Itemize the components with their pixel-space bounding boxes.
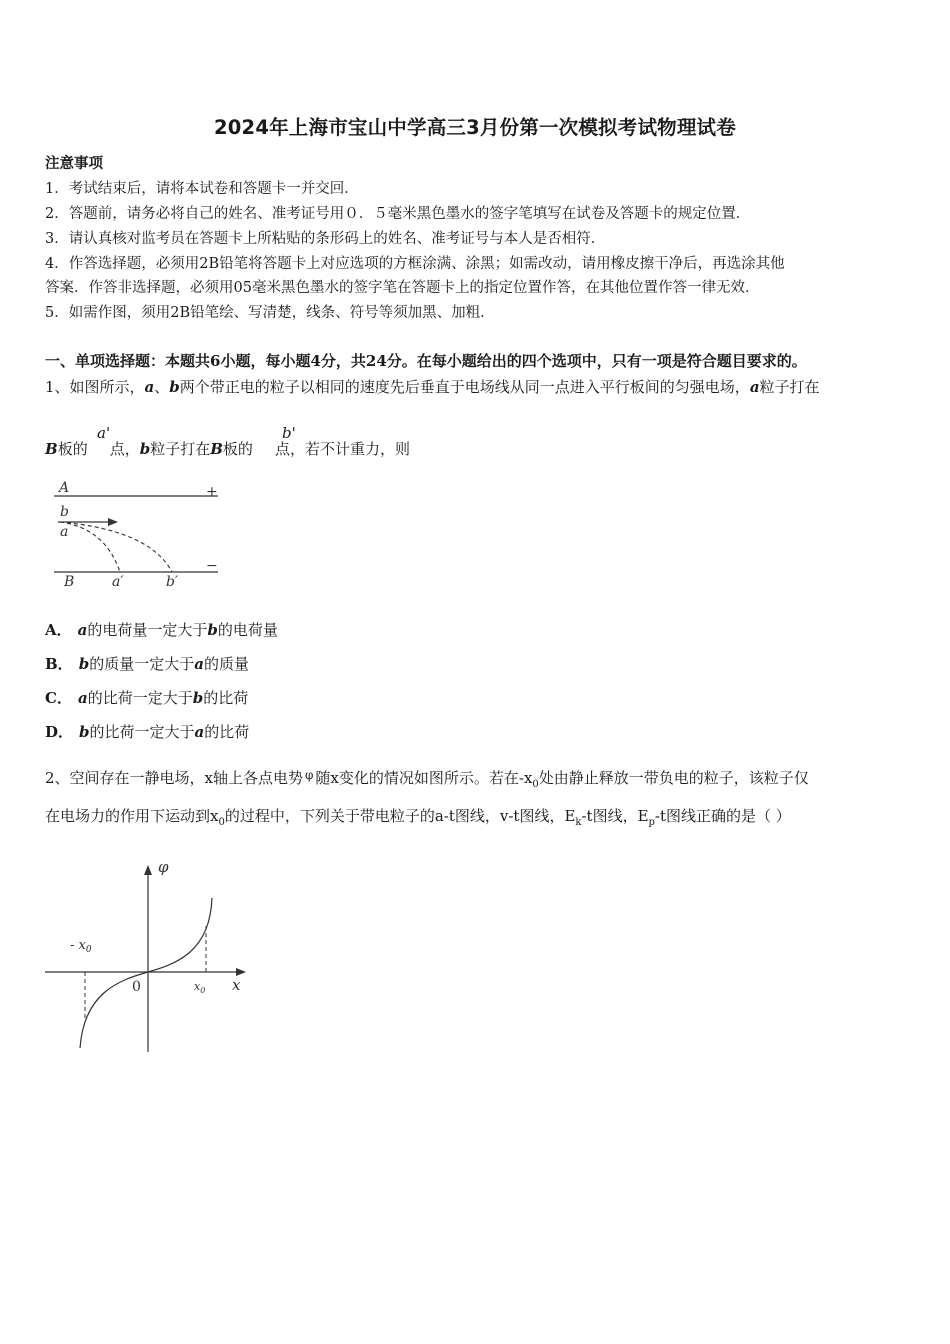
trajectory-a [60,522,120,572]
superscript-b-prime: b' [282,424,296,442]
notice-item: 2．答题前，请务必将自己的姓名、准考证号用０．５毫米黑色墨水的签字笔填写在试卷及答题卡的规定位置． [45,206,751,222]
hit-b-label: b′ [166,574,179,590]
origin-label: 0 [132,979,141,995]
potential-graph [40,852,260,1057]
axis-label-x: x [232,976,241,994]
question-1-line-1: 1、如图所示，a、b两个带正电的粒子以相同的速度先后垂直于电场线从同一点进入平行板间的匀强电场，a粒子打在 [45,378,820,396]
notice-item: 4．作答选择题，必须用2B铅笔将答题卡上对应选项的方框涂满、涂黑；如需改动，请用橡皮擦干净后，再选涂其他 [45,256,785,272]
notice-item: 答案．作答非选择题，必须用05毫米黑色墨水的签字笔在答题卡上的指定位置作答，在其他位置作答一律无效． [45,280,760,296]
plate-b-label: B [64,574,75,590]
plate-a-sign: + [206,484,218,500]
option-a[interactable]: A． a的电荷量一定大于b的电荷量 [45,621,278,639]
option-c[interactable]: C． a的比荷一定大于b的比荷 [45,689,249,707]
superscript-a-prime: a' [97,424,111,442]
question-2-line-1: 2、空间存在一静电场，x轴上各点电势 $^\varphi$ 随x变化的情况如图所示。若在$-x_0$处由静止释放一带负电的粒子，该粒子仅 [45,768,809,790]
axis-label-phi: φ [158,858,169,876]
neg-x0-label: - $x_0$ [70,938,92,955]
pos-x0-label: $x_0$ [194,980,206,995]
plate-a-label: A [59,480,70,496]
notice-item: 3．请认真核对监考员在答题卡上所粘贴的条形码上的姓名、准考证号与本人是否相符． [45,231,606,247]
particle-a-label: a [60,524,69,540]
notice-heading: 注意事项 [45,155,103,172]
potential-curve [80,898,212,1048]
trajectory-b [60,522,172,572]
section-heading: 一、单项选择题：本题共6小题，每小题4分，共24分。在每小题给出的四个选项中，只有一项是符合题目要求的。 [45,352,807,370]
particle-b-label: b [60,504,69,520]
question-1-line-2: B板的 点，b粒子打在B板的 点，若不计重力，则 [45,440,410,458]
notice-item: 1．考试结束后，请将本试卷和答题卡一并交回． [45,181,359,197]
notice-item: 5．如需作图，须用2B铅笔绘、写清楚，线条、符号等须加黑、加粗． [45,305,495,321]
hit-a-label: a′ [112,574,124,590]
plate-b-sign: − [206,558,218,574]
option-d[interactable]: D． b的比荷一定大于a的比荷 [45,723,250,741]
parallel-plate-figure [50,478,230,593]
option-b[interactable]: B． b的质量一定大于a的质量 [45,655,249,673]
question-2-line-2: 在电场力的作用下运动到$x_0$的过程中，下列关于带电粒子的a-t图线，v-t图线，$E_k-t$图线，$E_p-t$图线正确的是（ ） [45,807,791,828]
page-title: 2024年上海市宝山中学高三3月份第一次模拟考试物理试卷 [214,116,736,139]
